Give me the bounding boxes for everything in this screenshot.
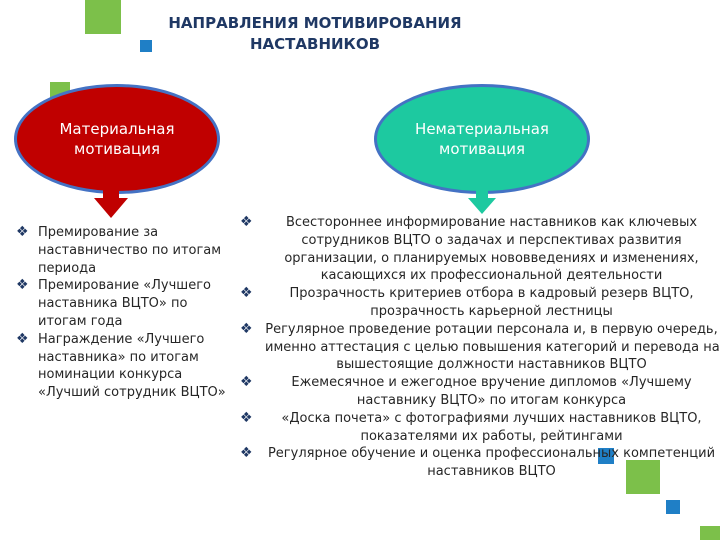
list-item-text: периода — [38, 260, 97, 276]
list-item-text: номинации конкурса — [38, 367, 183, 383]
diamond-bullet-icon: ❖ — [240, 320, 253, 337]
material-motivation-label: мотивация — [74, 140, 160, 158]
diamond-bullet-icon: ❖ — [240, 374, 253, 391]
decor-square-blue — [666, 500, 680, 514]
list-item-text: Премирование за — [38, 225, 159, 240]
page-title-line: НАПРАВЛЕНИЯ МОТИВИРОВАНИЯ — [168, 14, 462, 32]
list-item-text: наставников ВЦТО — [427, 464, 556, 480]
list-item-text: Регулярное проведение ротации персонала и, в первую очередь, — [265, 321, 718, 337]
list-item-text: организации, о планируемых нововведениях и изменениях, — [284, 250, 699, 266]
list-item-text: Награждение «Лучшего — [38, 331, 205, 347]
list-item-text: Всестороннее информирование наставников как ключевых — [285, 215, 698, 230]
list-item — [240, 321, 718, 374]
material-motivation-label: Материальная — [59, 120, 175, 138]
list-item-text: сотрудников ВЦТО о задачах и перспективах развития — [301, 232, 682, 248]
list-item-text: наставника ВЦТО» по — [38, 296, 188, 312]
nonmaterial-motivation-list — [240, 214, 718, 481]
decor-square-green — [85, 0, 121, 34]
decor-square-green — [700, 526, 720, 540]
list-item — [16, 331, 228, 402]
list-item-text: касающихся их профессиональной деятельности — [320, 268, 663, 284]
nonmaterial-motivation-label: мотивация — [439, 140, 525, 158]
list-item-text: Премирование «Лучшего — [38, 278, 211, 294]
list-item — [16, 224, 228, 277]
list-item — [240, 285, 718, 321]
diamond-bullet-icon: ❖ — [240, 445, 253, 462]
down-arrow-icon — [468, 176, 496, 216]
list-item-text: вышестоящие должности наставников ВЦТО — [336, 357, 647, 373]
list-item-text: наставнику ВЦТО» по итогам конкурса — [356, 392, 627, 408]
material-motivation-list — [16, 224, 228, 402]
diamond-bullet-icon: ❖ — [16, 330, 29, 347]
list-item-text: именно аттестация с целью повышения категорий и перевода на — [265, 339, 720, 355]
down-arrow-icon — [94, 176, 128, 220]
list-item — [240, 445, 718, 481]
list-item-text: Ежемесячное и ежегодное вручение дипломов «Лучшему — [291, 375, 692, 391]
diamond-bullet-icon: ❖ — [240, 214, 253, 230]
list-item-text: показателями их работы, рейтингами — [360, 428, 623, 444]
list-item-text: Прозрачность критериев отбора в кадровый резерв ВЦТО, — [289, 286, 694, 302]
diamond-bullet-icon: ❖ — [240, 409, 253, 426]
list-item — [16, 277, 228, 330]
list-item-text: прозрачность карьерной лестницы — [370, 303, 613, 319]
list-item-text: итогам года — [38, 313, 123, 329]
nonmaterial-motivation-label: Нематериальная — [415, 120, 549, 138]
diamond-bullet-icon: ❖ — [16, 224, 29, 240]
list-item-text: «Лучший сотрудник ВЦТО» — [38, 385, 226, 401]
list-item-text: наставника» по итогам — [38, 349, 199, 365]
page-title — [150, 13, 480, 55]
list-item — [240, 410, 718, 446]
diamond-bullet-icon: ❖ — [16, 277, 29, 294]
list-item-text: наставничество по итогам — [38, 242, 222, 258]
diamond-bullet-icon: ❖ — [240, 285, 253, 302]
list-item-text: Регулярное обучение и оценка профессиональных компетенций — [267, 446, 716, 462]
page-title-line: НАСТАВНИКОВ — [250, 35, 380, 53]
list-item — [240, 214, 718, 285]
list-item — [240, 374, 718, 410]
list-item-text: «Доска почета» с фотографиями лучших наставников ВЦТО, — [281, 410, 702, 426]
